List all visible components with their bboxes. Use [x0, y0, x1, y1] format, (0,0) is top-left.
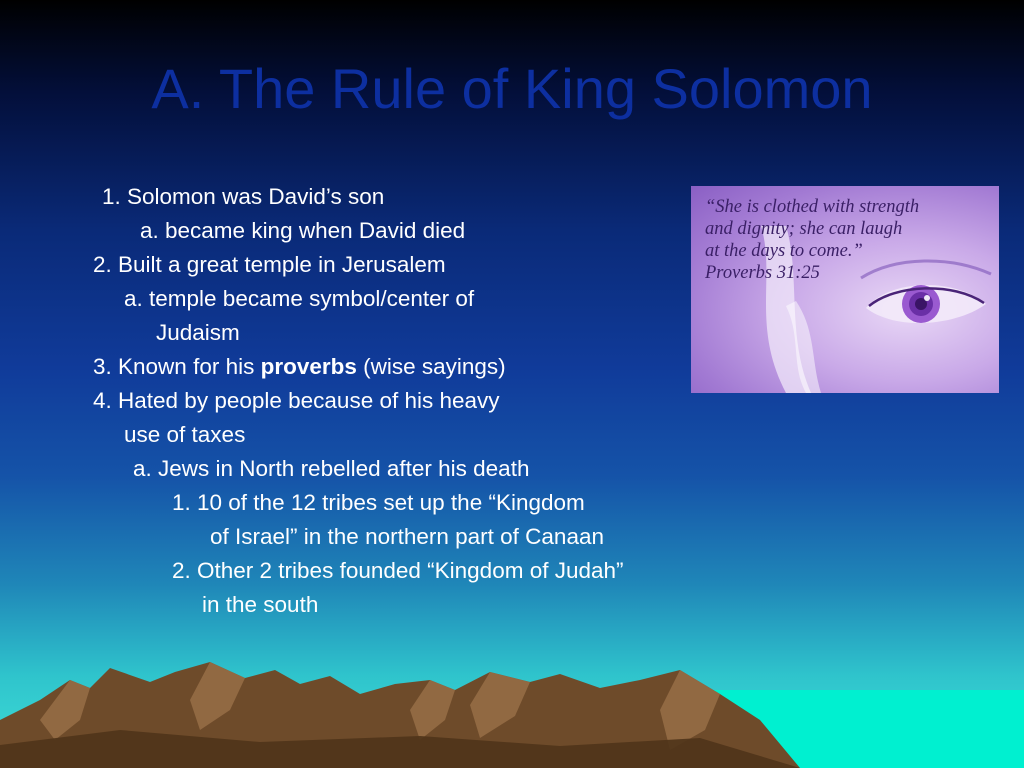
body-line: 1. Solomon was David’s son — [102, 184, 385, 209]
slide-body — [0, 178, 780, 638]
body-line-part: (wise sayings) — [356, 354, 506, 379]
body-line: in the south — [202, 592, 319, 617]
body-line: a. became king when David died — [140, 218, 466, 243]
body-line — [93, 350, 506, 384]
body-line: of Israel” in the northern part of Canaan — [210, 524, 604, 549]
slide-title: A. The Rule of King Solomon — [151, 57, 873, 120]
quote-citation: Proverbs 31:25 — [705, 263, 820, 283]
body-line: Judaism — [156, 320, 240, 345]
body-line: 2. Other 2 tribes founded “Kingdom of Judah” — [172, 558, 624, 583]
body-line: 4. Hated by people because of his heavy — [93, 388, 500, 413]
mountain-landscape — [0, 650, 1024, 768]
body-line-part: 3. Known for his — [93, 354, 261, 379]
body-line: a. temple became symbol/center of — [124, 286, 475, 311]
quote-line: at the days to come.” — [705, 241, 863, 261]
bold-term: proverbs — [260, 354, 357, 379]
proverbs-quote — [705, 196, 919, 284]
proverbs-quote-image — [691, 186, 999, 393]
quote-line: and dignity; she can laugh — [705, 219, 903, 239]
body-line: 1. 10 of the 12 tribes set up the “Kingdom — [172, 490, 585, 515]
body-line: 2. Built a great temple in Jerusalem — [93, 252, 446, 277]
body-line: a. Jews in North rebelled after his death — [133, 456, 530, 481]
body-line: use of taxes — [124, 422, 246, 447]
quote-line: “She is clothed with strength — [705, 197, 920, 217]
